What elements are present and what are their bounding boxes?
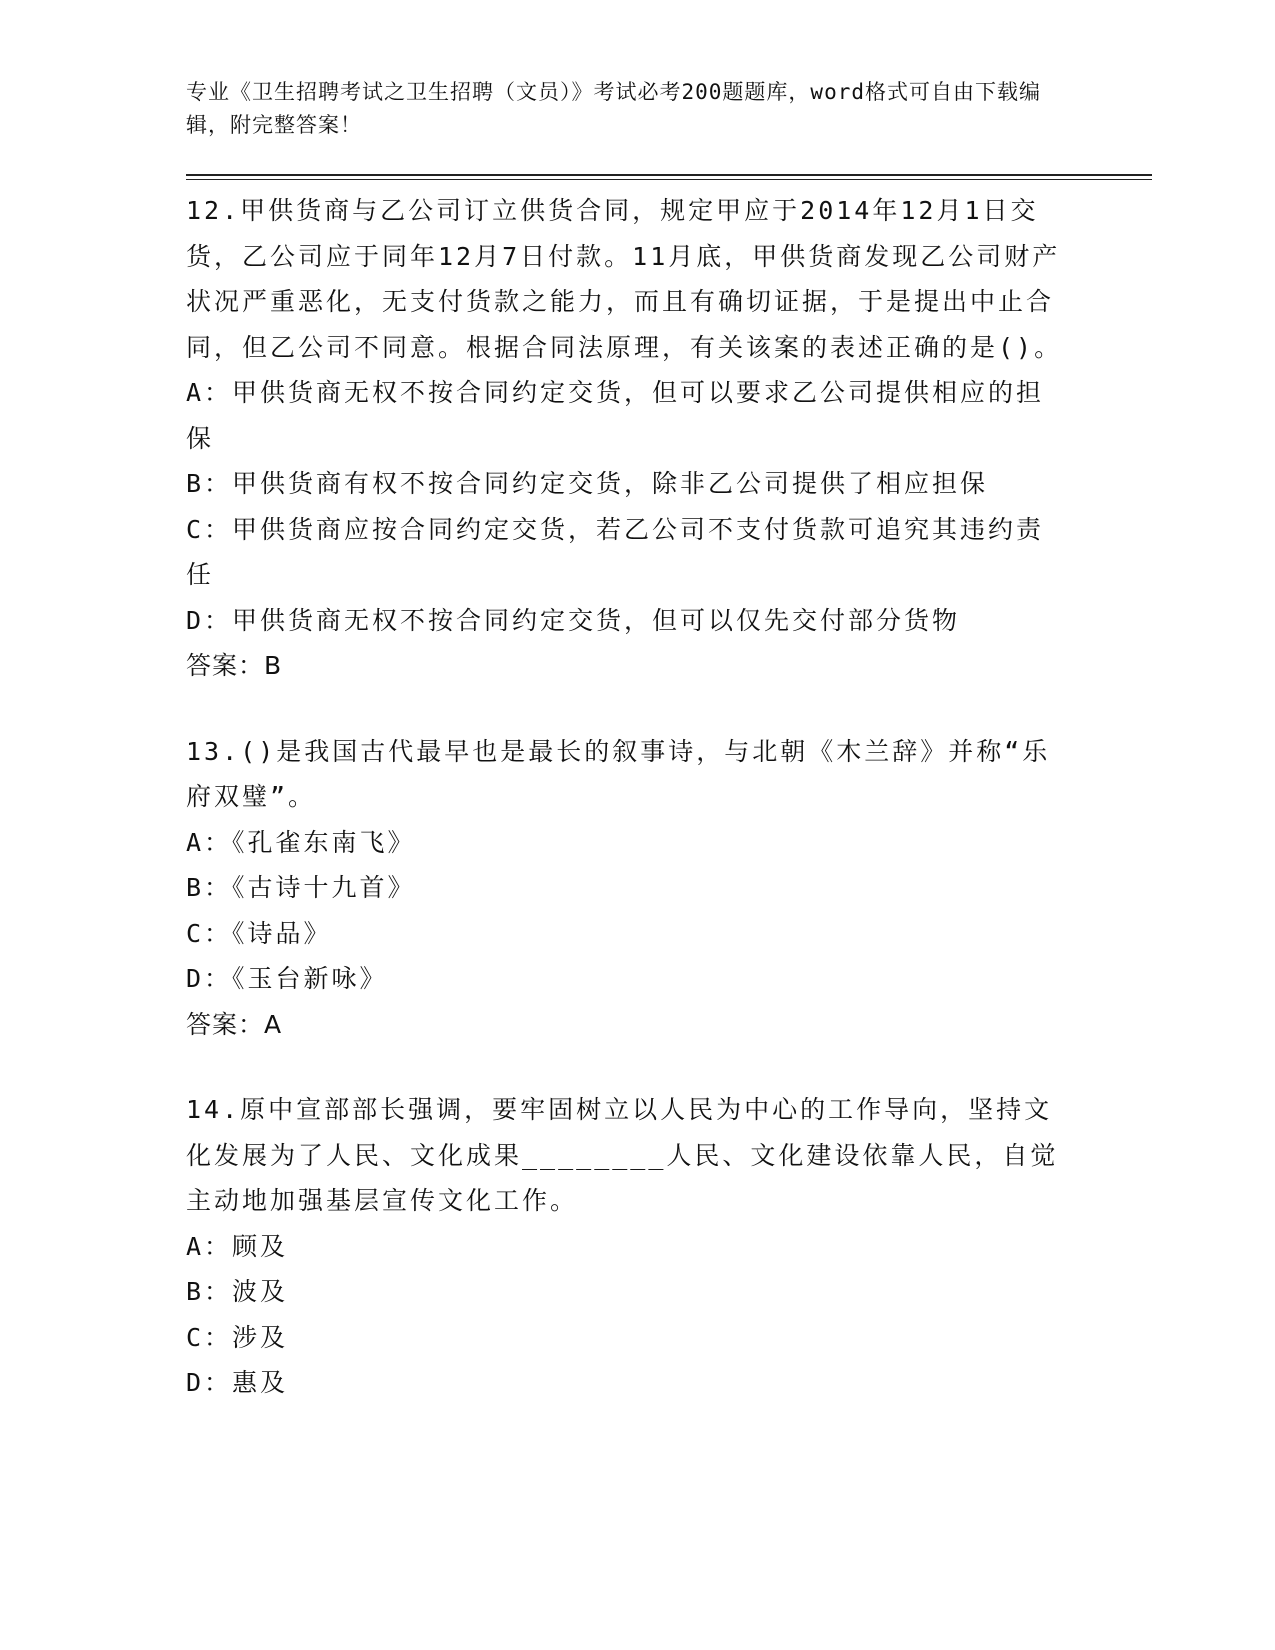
- option-d: D：《玉台新咏》: [186, 964, 388, 993]
- option-b: B：甲供货商有权不按合同约定交货，除非乙公司提供了相应担保: [186, 469, 989, 498]
- question-list: [186, 188, 1066, 1406]
- question-13: [186, 729, 1066, 1048]
- document-header: 专业《卫生招聘考试之卫生招聘（文员）》考试必考200题题库，word格式可自由下载编辑，附完整答案！: [186, 80, 1041, 137]
- header-divider: [186, 174, 1152, 180]
- answer-label: 答案：B: [186, 651, 283, 680]
- option-c: C：《诗品》: [186, 918, 332, 948]
- answer-label: 答案：A: [186, 1009, 283, 1039]
- option-a: A：甲供货商无权不按合同约定交货，但可以要求乙公司提供相应的担保: [186, 378, 1045, 453]
- question-spacer: [186, 1047, 1066, 1087]
- question-spacer: [186, 689, 1066, 729]
- option-a: A：《孔雀东南飞》: [186, 827, 416, 857]
- option-c: C：甲供货商应按合同约定交货，若乙公司不支付货款可追究其违约责任: [186, 514, 1045, 589]
- option-d: D：惠及: [186, 1368, 289, 1397]
- option-b: B：波及: [186, 1277, 289, 1306]
- option-d: D：甲供货商无权不按合同约定交货，但可以仅先交付部分货物: [186, 605, 961, 635]
- question-12: [186, 188, 1066, 689]
- question-stem: 13.()是我国古代最早也是最长的叙事诗，与北朝《木兰辞》并称“乐府双璧”。: [186, 736, 1051, 811]
- option-c: C：涉及: [186, 1322, 289, 1352]
- question-14: [186, 1087, 1066, 1406]
- question-stem: 12.甲供货商与乙公司订立供货合同，规定甲应于2014年12月1日交货，乙公司应于同年12月7日付款。11月底，甲供货商发现乙公司财产状况严重恶化，无支付货款之能力，而且有确切证据，于是提出中止合同，但乙公司不同意。根据合同法原理，有关该案的表述正确的是()。: [186, 196, 1063, 362]
- option-b: B：《古诗十九首》: [186, 873, 416, 902]
- question-stem: 14.原中宣部部长强调，要牢固树立以人民为中心的工作导向，坚持文化发展为了人民、文化成果________人民、文化建设依靠人民，自觉主动地加强基层宣传文化工作。: [186, 1095, 1059, 1215]
- option-a: A：顾及: [186, 1231, 289, 1261]
